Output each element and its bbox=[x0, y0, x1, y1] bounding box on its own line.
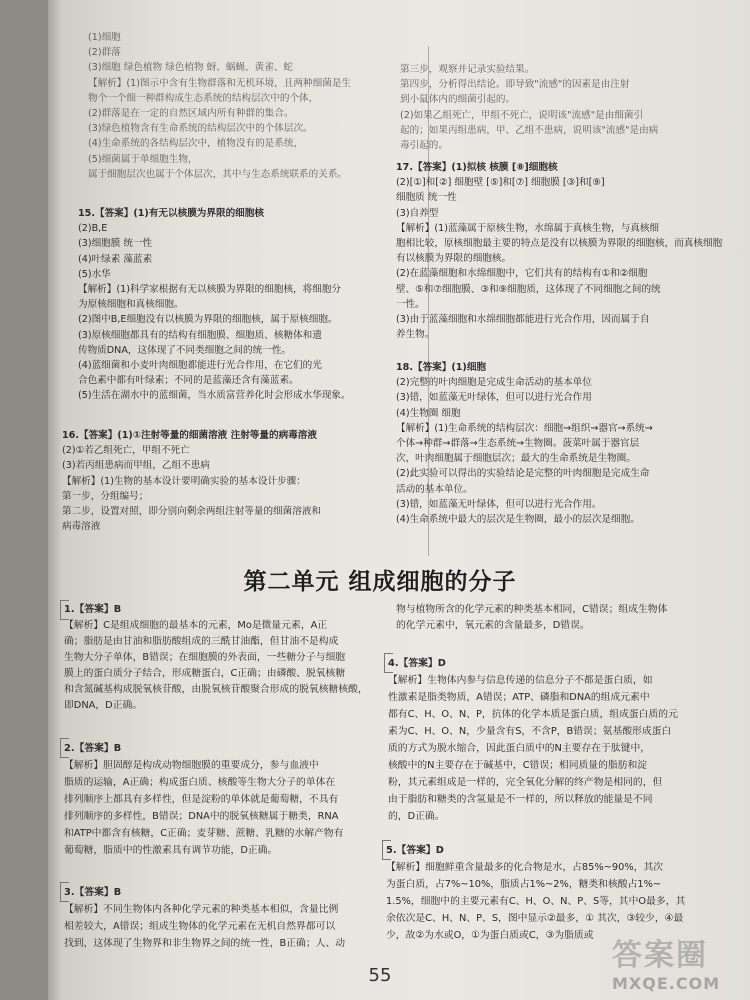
text-line: 胞相比较，原核细胞最主要的特点是没有以核膜为界限的细胞核，而真核细胞 bbox=[396, 238, 723, 250]
text-line: 【解析】C是组成细胞的最基本的元素，Mo是微量元素，A正 bbox=[64, 620, 328, 631]
text-line: 生物大分子单体，B错误；在细胞膜的外表面，一些糖分子与细胞 bbox=[64, 652, 346, 663]
text-line: 【解析】(1)图示中含有生物群落和无机环境，且两种细菌是生 bbox=[88, 77, 352, 89]
text-line: 到小鼠体内的细菌引起的。 bbox=[400, 94, 516, 106]
text-line: 第二步，设置对照，即分别向剩余两组注射等量的细菌溶液和 bbox=[62, 506, 322, 518]
answer-block-unit2-q5 bbox=[386, 842, 685, 944]
answer-bracket bbox=[60, 738, 69, 758]
text-line: (4)生命系统中最大的层次是生物圈，最小的层次是细胞。 bbox=[396, 514, 640, 526]
text-line: 起的；如果丙组患病，甲、乙组不患病，说明该"流感"是由病 bbox=[400, 124, 659, 136]
text-line: 合色素中都有叶绿素；不同的是蓝藻还含有藻蓝素。 bbox=[78, 375, 299, 387]
text-line: (2)图中B,E细胞没有以核膜为界限的细胞核，属于原核细胞。 bbox=[78, 314, 338, 326]
text-line: 毒引起的。 bbox=[400, 140, 448, 152]
text-line: (5)生活在湖水中的蓝细菌，当水质富营养化时会形成水华现象。 bbox=[78, 390, 351, 402]
text-line: 属于细胞层次也属于个体层次，其中与生态系统联系的关系。 bbox=[88, 168, 348, 180]
text-line: 养生物。 bbox=[396, 329, 435, 341]
text-line: (4)蓝细菌和小麦叶肉细胞都能进行光合作用，在它们的光 bbox=[78, 360, 322, 372]
text-line: (3)错，如蓝藻无叶绿体，但可以进行光合作用 bbox=[396, 392, 592, 404]
text-line: 【解析】胆固醇是构成动物细胞膜的重要成分，参与血液中 bbox=[64, 760, 319, 771]
text-line: (3)绿色植物含有生命系统的结构层次中的个体层次。 bbox=[88, 123, 313, 135]
text-line: (2)群落是在一定的自然区域内所有种群的集合。 bbox=[88, 108, 294, 120]
text-line: (4)生物圈 细胞 bbox=[396, 407, 461, 419]
text-line: 性激素是脂类物质，A错误；ATP、磷脂和DNA的组成元素中 bbox=[388, 692, 650, 703]
text-line: (4)叶绿素 藻蓝素 bbox=[78, 253, 153, 265]
text-line: 【解析】(1)生命系统的结构层次：细胞→组织→器官→系统→ bbox=[396, 422, 653, 434]
text-line: (3)细胞膜 统一性 bbox=[78, 238, 153, 250]
text-line: (3)原核细胞都具有的结构有细胞膜、细胞质、核糖体和遗 bbox=[78, 329, 322, 341]
text-line: 粉，其元素组成是一样的，完全氧化分解的终产物是相同的，但 bbox=[388, 777, 663, 788]
top-left-block bbox=[88, 30, 351, 182]
answer-bracket bbox=[60, 600, 69, 620]
text-line: 找到，这体现了生物界和非生物界之间的统一性，B正确；人、动 bbox=[64, 938, 346, 949]
text-line: 物与植物所含的化学元素的种类基本相同，C错误；组成生物体 bbox=[396, 604, 668, 615]
text-line: (3)错，如蓝藻无叶绿体，但可以进行光合作用。 bbox=[396, 498, 602, 510]
answer-block-unit2-q4 bbox=[388, 655, 678, 825]
text-line: 和ATP中都含有核糖，C正确；麦芽糖、蔗糖、乳糖的水解产物有 bbox=[64, 828, 344, 839]
text-line: 【解析】细胞鲜重含量最多的化合物是水，占85%~90%，其次 bbox=[386, 862, 664, 873]
answer-bracket bbox=[384, 653, 393, 673]
text-line: 葡萄糖，脂质中的性激素具有调节功能，D正确。 bbox=[64, 845, 278, 856]
text-line: (3)若丙组患病而甲组，乙组不患病 bbox=[62, 460, 210, 472]
answer-block-unit2-q3 bbox=[64, 884, 345, 952]
text-line: 壁、⑤和⑦细胞膜、③和⑨细胞质，这体现了不同细胞之间的统 bbox=[396, 283, 661, 295]
text-line: 少，故②为水或O，①为蛋白质或C，③为脂质或 bbox=[386, 930, 594, 941]
text-line: (1)细胞 bbox=[88, 32, 121, 43]
answer-block-unit2-q1 bbox=[64, 602, 368, 714]
text-line: 为原核细胞和真核细胞。 bbox=[78, 299, 184, 311]
text-line: 素为C、H、O、N，少量含有S，不含P，B错误；氨基酸形成蛋白 bbox=[388, 726, 672, 737]
text-line: 有以核膜为界限的细胞核。 bbox=[396, 253, 512, 265]
watermark-url: MXQE.COM bbox=[612, 974, 721, 993]
text-line: (2)在蓝藻细胞和水绵细胞中，它们共有的结构有①和②细胞 bbox=[396, 268, 648, 280]
text-line: 传物质DNA，这体现了不同类细胞之间的统一性。 bbox=[78, 344, 292, 356]
text-line: (2)如果乙组死亡，甲组不死亡，说明该"流感"是由细菌引 bbox=[400, 109, 644, 121]
answer-block-q15 bbox=[78, 206, 351, 404]
text-line: 活动的基本单位。 bbox=[396, 483, 473, 495]
text-line: (2)完整的叶肉细胞是完成生命活动的基本单位 bbox=[396, 377, 592, 389]
text-line: 的，D正确。 bbox=[388, 811, 445, 822]
page-number: 55 bbox=[368, 965, 392, 986]
text-line: 脂质的运输，A正确；构成蛋白质、核酸等生物大分子的单体在 bbox=[64, 777, 336, 788]
text-line: 质的方式为脱水缩合，因此蛋白质中的N主要存在于肽键中， bbox=[388, 743, 651, 754]
text-line: (2)群落 bbox=[88, 47, 121, 59]
text-line: 排列顺序的多样性，B错误；DNA中的脱氧核糖属于糖类，RNA bbox=[64, 811, 339, 822]
text-line: (3)自养型 bbox=[396, 207, 439, 219]
text-line: 核酸中的N主要存在于碱基中，C错误；相同质量的脂肪和淀 bbox=[388, 760, 648, 771]
text-line: 一性。 bbox=[396, 298, 425, 310]
text-line: 余依次是C、H、N、P、S，图中显示②最多，① 其次，③较少，④最 bbox=[386, 913, 684, 924]
text-line: 病毒溶液 bbox=[62, 521, 101, 533]
text-line: (3)由于蓝藻细胞和水绵细胞都能进行光合作用，因而属于自 bbox=[396, 314, 650, 326]
text-line: (4)生命系统的各结构层次中，植物没有的是系统， bbox=[88, 138, 304, 150]
text-line: (2)①若乙组死亡，甲组不死亡 bbox=[62, 445, 190, 457]
page-gutter-shadow bbox=[48, 0, 62, 1000]
text-line: 由于脂肪和糖类的含氢量是不一样的，所以释放的能量是不同 bbox=[388, 794, 653, 805]
text-line: 细胞质 统一性 bbox=[396, 192, 457, 204]
text-line: 膜上的蛋白质分子结合，形成糖蛋白，C正确；由磷酸、脱氧核糖 bbox=[64, 668, 346, 679]
text-line: (2)B,E bbox=[78, 223, 108, 235]
text-line: 都有C、H、O、N、P，抗体的化学本质是蛋白质，组成蛋白质的元 bbox=[388, 709, 678, 720]
watermark bbox=[612, 930, 742, 992]
top-right-block bbox=[400, 62, 658, 153]
text-line: 【解析】(1)生物的基本设计要明确实验的基本设计步骤： bbox=[62, 475, 306, 487]
text-line: 第四步，分析得出结论。即导致"流感"的因素是由注射 bbox=[400, 79, 630, 91]
text-line: (5)细菌属于单细胞生物， bbox=[88, 153, 198, 165]
text-line: 个体→种群→群落→生态系统→生物圈。菠菜叶属于器官层 bbox=[396, 438, 640, 450]
text-line: 第三步，观察并记录实验结果。 bbox=[400, 64, 535, 75]
answer-block-q18 bbox=[396, 360, 653, 527]
answer-header: 16.【答案】(1)①注射等量的细菌溶液 注射等量的病毒溶液 bbox=[62, 430, 317, 441]
answer-header: 5.【答案】D bbox=[386, 845, 444, 856]
text-line: (2)此实验可以得出的实验结论是完整的叶肉细胞是完成生命 bbox=[396, 468, 650, 480]
text-line: 确；脂肪是由甘油和脂肪酸组成的三酰甘油酯，但甘油不是构成 bbox=[64, 636, 339, 647]
answer-bracket bbox=[60, 882, 69, 902]
watermark-logo: 答案圈 bbox=[612, 938, 708, 973]
text-line: 1.5%，细胞中的主要元素有C、H、O、N、P、S等，其中O最多，其 bbox=[386, 896, 686, 907]
answer-block-q17 bbox=[396, 160, 722, 342]
answer-header: 1.【答案】B bbox=[64, 604, 122, 615]
text-line: 即DNA，D正确。 bbox=[64, 700, 143, 711]
text-line: 【解析】(1)科学家根据有无以核膜为界限的细胞核，将细胞分 bbox=[78, 284, 342, 296]
text-line: 的化学元素中，氧元素的含量最多，D错误。 bbox=[396, 620, 590, 631]
answer-header: 18.【答案】(1)细胞 bbox=[396, 362, 487, 373]
text-line: 和含氮碱基构成脱氧核苷酸，由脱氧核苷酸聚合形成的脱氧核糖核酸， bbox=[64, 684, 368, 695]
q3-continued bbox=[396, 602, 667, 634]
answer-header: 2.【答案】B bbox=[64, 743, 122, 754]
answer-block-unit2-q2 bbox=[64, 740, 343, 859]
text-line: 为蛋白质，占7%~10%，脂质占1%~2%，糖类和核酸占1%~ bbox=[386, 879, 662, 890]
answer-header: 4.【答案】D bbox=[388, 658, 446, 669]
text-line: (3)细胞 绿色植物 绿色植物 蚜、蜗蝇、黄雀、蛇 bbox=[88, 62, 294, 74]
text-line: 次，叶肉细胞属于细胞层次；最大的生命系统是生物圈。 bbox=[396, 453, 636, 465]
text-line: 【解析】生物体内参与信息传递的信息分子不都是蛋白质，如 bbox=[388, 675, 653, 686]
answer-block-q16 bbox=[62, 428, 321, 534]
text-line: (2)[①]和[②] 细胞壁 [⑤]和[⑦] 细胞膜 [③]和[⑨] bbox=[396, 177, 605, 189]
answer-header: 17.【答案】(1)拟核 核膜 [⑧]细胞核 bbox=[396, 162, 558, 173]
answer-header: 3.【答案】B bbox=[64, 887, 122, 898]
unit-title: 第二单元 组成细胞的分子 bbox=[243, 568, 517, 595]
text-line: 【解析】(1)蓝藻属于原核生物，水绵属于真核生物，与真核细 bbox=[396, 222, 660, 234]
text-line: 排列顺序上都具有多样性，但是淀粉的单体就是葡萄糖，不具有 bbox=[64, 794, 339, 805]
text-line: 相差较大，A错误；组成生物体的化学元素在无机自然界都可以 bbox=[64, 921, 336, 932]
text-line: 【解析】不同生物体内各种化学元素的种类基本相似，含量比例 bbox=[64, 904, 339, 915]
text-line: (5)水华 bbox=[78, 268, 111, 280]
text-line: 物个一个细一种群构成生态系统的结构层次中的个体， bbox=[88, 92, 319, 104]
answer-bracket bbox=[382, 840, 391, 860]
text-line: 第一步，分组编号； bbox=[62, 490, 149, 502]
answer-header: 15.【答案】(1)有无以核膜为界限的细胞核 bbox=[78, 208, 264, 219]
